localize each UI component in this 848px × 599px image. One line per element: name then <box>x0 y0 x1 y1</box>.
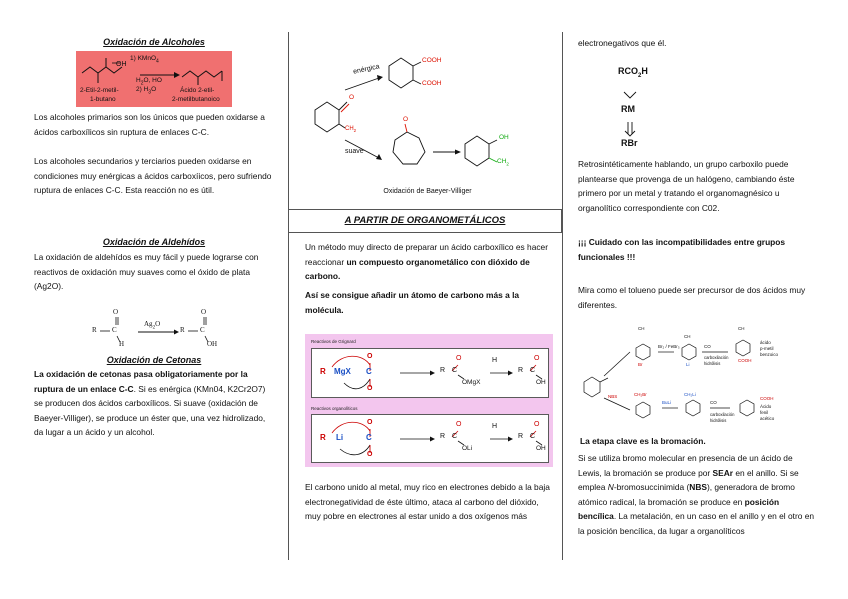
paragraph-electronegativos: electronegativos que él. <box>578 38 667 48</box>
tol-reag-co2: CO <box>704 344 711 349</box>
organolitio-oli: OLi <box>462 445 473 452</box>
ald-o: O <box>113 308 119 316</box>
ch3-product: $CH_2$ <box>497 158 509 167</box>
oh-product: OH <box>499 134 509 141</box>
aldehyde-oxidation-reaction <box>90 308 260 354</box>
tol-li-top: Li <box>686 362 690 367</box>
tol-ch2li: CH₂Li <box>684 392 696 397</box>
organolitio-oh: OH <box>536 445 546 452</box>
grignard-oh: OH <box>536 379 546 386</box>
organolitio-svg <box>312 415 548 462</box>
grignard-mgx: MgX <box>334 367 351 376</box>
retrosynthesis-scheme <box>618 66 678 156</box>
tol-acid2: p-metil <box>760 346 774 351</box>
grignard-o1: O <box>367 353 373 360</box>
reagent-h2o: $H_2O$, HO <box>136 77 162 87</box>
tol-ch2br: CH₂Br <box>634 392 647 397</box>
reagent-kmno4: 1) KMnO$_4$ <box>130 55 159 65</box>
grignard-h-plus: H <box>492 357 498 364</box>
heading-oxidacion-alcoholes: Oxidación de Alcoholes <box>103 37 205 47</box>
grignard-r: R <box>320 367 326 376</box>
toluene-svg <box>578 322 818 430</box>
tol-reag-co2-bottom: CO <box>710 400 717 405</box>
tol-acid5: fenil <box>760 410 769 415</box>
paragraph-carbono-extra: Así se consigue añadir un átomo de carbono más a la molécula. <box>305 290 520 315</box>
ald-h: H <box>119 340 125 348</box>
tol-reag-bromo: Br₂ / FeBr₃ <box>658 344 680 349</box>
paragraph-cetonas: La oxidación de cetonas pasa obligatoriamente por la ruptura de un enlace C-C. Si es enérgica (KMn04, K2Cr2O7) se producen dos ácidos carboxílicos. Si suave (oxidación de Baeyer-Villiger), se produce un éster que, una vez hidrolizado, da lugar a un ácido y un alcohol. <box>34 369 266 438</box>
tol-reag-nbs: NBS <box>608 394 618 399</box>
organolitio-o2: O <box>367 451 373 458</box>
organolitio-r: R <box>320 433 326 442</box>
tol-acid1: ácido <box>760 340 771 345</box>
label-suave: suave <box>345 148 364 155</box>
bv-caption: Oxidación de Baeyer-Villiger <box>383 188 472 195</box>
paragraph-carbono-metal: El carbono unido al metal, muy rico en electrones debido a la baja electronegatividad de éste último, ataca al carbono del dióxido, muy pobre en electrones al estar unido a dos oxígenos más <box>305 482 550 522</box>
organolitio-o1: O <box>367 419 373 426</box>
grignard-o3: O <box>456 355 462 362</box>
ald-o2: O <box>201 308 207 316</box>
paragraph-alcoholes-secundarios: Los alcoholes secundarios y terciarios pueden oxidarse en condiciones muy enérgicas a ácidos carboxíicos, pero sufriendo ruptura de enlaces C-C. Esta reacción no es útil. <box>34 156 272 196</box>
paragraph-cuidado: ¡¡¡ Cuidado con las incompatibilidades entre grupos funcionales !!! <box>578 237 786 262</box>
right-compound-name-1: Ácido 2-etil- <box>180 87 215 94</box>
tol-cooh-top: COOH <box>738 358 752 363</box>
paragraph-etapa-clave: La etapa clave es la bromación. <box>580 436 706 446</box>
ald-c: C <box>112 326 117 334</box>
paragraph-bromacion: Si se utiliza bromo molecular en presencia de un ácido de Lewis, la bromación se produce por SEAr en el anillo. Si se emplea N-bromosuccinimida (NBS), generadora de bromo atómico radical, la bromación se produce en posición bencílica. La metalación, en un caso en el anillo y en el otro en la posición bencílica, da lugar a organolíticos <box>578 453 815 536</box>
grignard-c3: C <box>530 367 536 374</box>
organometallic-scheme <box>305 334 553 467</box>
baeyer-villiger-svg <box>305 40 550 208</box>
reagent-step2: 2) $H_3O$ <box>136 86 157 96</box>
tol-hidrolisis-top: hidrólisis <box>704 361 721 366</box>
heading-oxidacion-aldehidos: Oxidación de Aldehídos <box>102 237 206 247</box>
organolitio-r2: R <box>440 433 446 440</box>
grignard-r2: R <box>440 367 446 374</box>
grignard-label: Reactivos de Grignard <box>311 339 356 344</box>
right-compound-name-2: 2-metilbutanoico <box>172 96 220 103</box>
organolitio-c3: C <box>530 433 536 440</box>
tol-ch3-prod: CH <box>738 326 745 331</box>
grignard-c: C <box>366 367 372 376</box>
baeyer-villiger-scheme <box>305 40 550 208</box>
grignard-o2: O <box>367 385 373 392</box>
grignard-panel <box>311 348 549 398</box>
rco2h: $RCO_2H$ <box>618 66 648 79</box>
tol-br-top: Br <box>638 362 643 367</box>
ald-r2: R <box>180 326 185 334</box>
tol-carboxilacion-top: carboxilación <box>704 355 729 360</box>
cooh-top: COOH <box>422 57 442 64</box>
paragraph-aldehidos: La oxidación de aldehídos es muy fácil y puede lograrse con reactivos de oxidación muy suaves como el óxido de plata (Ag2O). <box>34 252 259 292</box>
ald-c2: C <box>200 326 205 334</box>
organolitio-r3: R <box>518 433 524 440</box>
paragraph-alcoholes-primarios: Los alcoholes primarios son los únicos que pueden oxidarse a ácidos carboxílicos sin ruptura de enlaces C-C. <box>34 112 265 137</box>
paragraph-retrosintesis: Retrosintéticamente hablando, un grupo carboxilo puede plantearse que provenga de un halógeno, cambiando éste primero por un metal y tratando el organomagnésico u organolítico correspondiente con C02. <box>578 159 795 213</box>
organolitio-c2: C <box>452 433 458 440</box>
ald-r: R <box>92 326 97 334</box>
tol-acid6: acético <box>760 416 775 421</box>
organolitio-panel <box>311 414 549 463</box>
rm: RM <box>621 104 635 114</box>
left-compound-name-2: 1-butano <box>90 96 116 103</box>
label-energica: enérgica <box>352 63 381 76</box>
tol-acid4: Ácido <box>760 404 772 409</box>
ch2-label: $CH_2$ <box>345 126 357 134</box>
ketone-o: O <box>349 94 355 101</box>
toluene-scheme <box>578 322 818 430</box>
ald-reagent: $Ag_2O$ <box>144 320 161 331</box>
paragraph-tolueno: Mira como el tolueno puede ser precursor de dos ácidos muy diferentes. <box>578 285 806 310</box>
lactone-o: O <box>403 116 409 123</box>
organolitio-h-plus: H <box>492 423 498 430</box>
cooh-bottom: COOH <box>422 80 442 87</box>
heading-oxidacion-cetonas: Oxidación de Cetonas <box>106 355 202 365</box>
grignard-o4: O <box>534 355 540 362</box>
organolitio-c: C <box>366 433 372 442</box>
grignard-r3: R <box>518 367 524 374</box>
column-divider-1 <box>288 32 289 560</box>
tol-cooh-bottom: COOH <box>760 396 774 401</box>
column-divider-2 <box>562 32 563 560</box>
alcohol-oxidation-reaction <box>76 51 232 107</box>
grignard-c2: C <box>452 367 458 374</box>
retro-arrows-svg <box>621 90 641 140</box>
organolitio-li: Li <box>336 433 344 442</box>
tol-carboxilacion-bottom: carboxilación <box>710 412 735 417</box>
organolitio-o3: O <box>456 421 462 428</box>
organolitio-label: Reactivos organolíticos <box>311 406 358 411</box>
rbr: RBr <box>621 138 638 148</box>
ald-oh: OH <box>207 340 218 348</box>
grignard-omgx: OMgX <box>462 379 481 386</box>
section-title-organometalicos: A PARTIR DE ORGANOMETÁLICOS <box>288 209 562 233</box>
tol-reag-buli: BuLi <box>662 400 672 405</box>
organolitio-o4: O <box>534 421 540 428</box>
paragraph-organometalicos: Un método muy directo de preparar un ácido carboxílico es hacer reaccionar un compuesto organometálico con dióxido de carbono. <box>305 242 549 282</box>
oh-label: OH <box>116 61 127 68</box>
tol-ch3-mid: CH <box>684 334 691 339</box>
left-compound-name-1: 2-Etil-2-metil- <box>80 87 119 94</box>
tol-hidrolisis-bottom: hidrólisis <box>710 418 727 423</box>
tol-ch3-top: CH <box>638 326 645 331</box>
tol-acid3: benzoico <box>760 352 779 357</box>
